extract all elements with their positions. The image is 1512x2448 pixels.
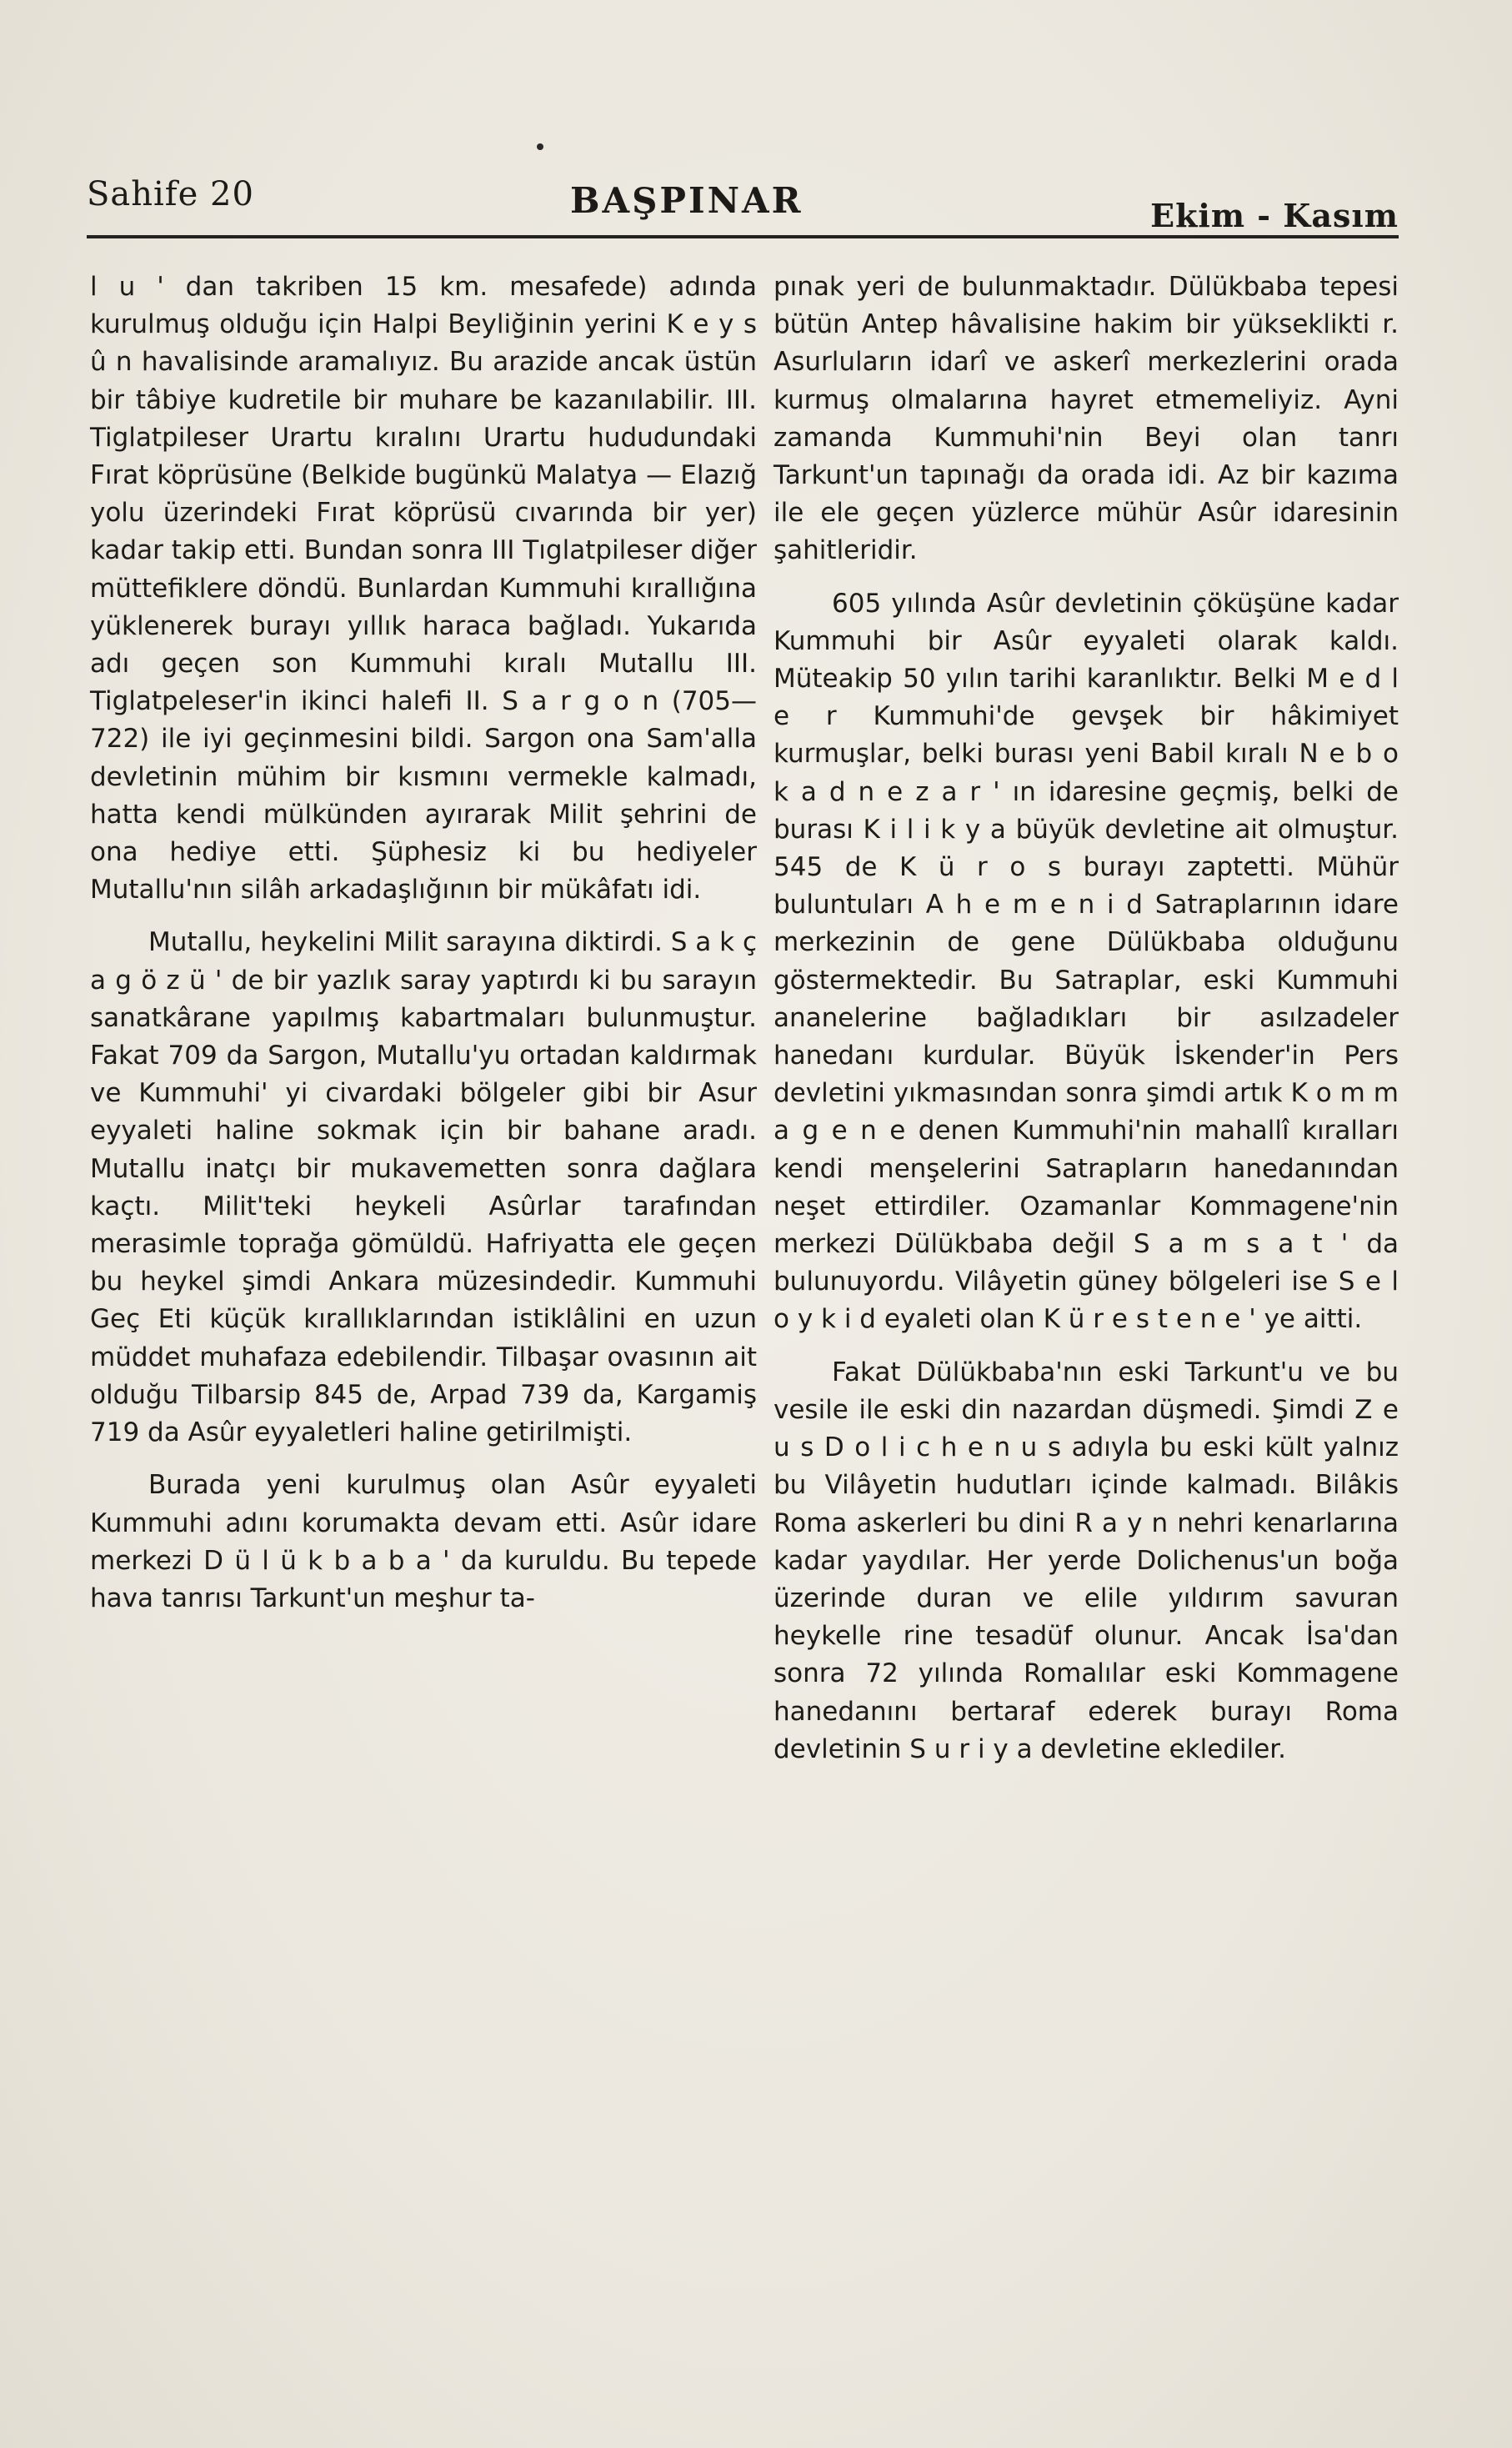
- paragraph: 605 yılında Asûr devletinin çöküşüne kadar Kummuhi bir Asûr eyyaleti olarak kaldı. Müteakip 50 yılın tarihi karanlıktır. Belki M e d l e r Kummuhi'de gevşek bir hâkimiyet kurmuşlar, belki burası yeni Babil kıralı N e b o k a d n e z a r ' ın idaresine geçmiş, belki de burası K i l i k y a büyük devletine ait olmuştur. 545 de K ü r o s burayı zaptetti. Mühür buluntuları A h e m e n i d Satraplarının idare merkezinin de gene Dülükbaba olduğunu göstermektedir. Bu Satraplar, eski Kummuhi ananelerine bağladıkları bir asılzadeler hanedanı kurdular. Büyük İskender'in Pers devletini yıkmasından sonra şimdi artık K o m m a g e n e denen Kummuhi'nin mahallî kıralları kendi menşelerini Satrapların hanedanından neşet ettirdiler. Ozamanlar Kommagene'nin merkezi Dülükbaba değil S a m s a t ' da bulunuyordu. Vilâyetin güney bölgeleri ise S e l o y k i d eyaleti olan K ü r e s t e n e ' ye aitti.: [774, 588, 1399, 1335]
- paragraph: l u ' dan takriben 15 km. mesafede) adında kurulmuş olduğu için Halpi Beyliğinin yerini K e y s û n havalisinde aramalıyız. Bu arazide ancak üstün bir tâbiye kudretile bir muhare be kazanılabilir. III. Tiglatpileser Urartu kıralını Urartu hududundaki Fırat köprüsüne (Belkide bugünkü Malatya — Elazığ yolu üzerindeki Fırat köprüsü cıvarında bir yer) kadar takip etti. Bundan sonra III Tıglatpileser diğer müttefiklere döndü. Bunlardan Kummuhi kırallığına yüklenerek burayı yıllık haraca bağladı. Yukarıda adı geçen son Kummuhi kıralı Mutallu III. Tiglatpeleser'in ikinci halefi II. S a r g o n (705—722) ile iyi geçinmesini bildi. Sargon ona Sam'alla devletinin mühim bir kısmını vermekle kalmadı, hatta kendi mülkünden ayırarak Milit şehrini de ona hediye etti. Şüphesiz ki bu hediyeler Mutallu'nın silâh arkadaşlığının bir mükâfatı idi.: [90, 272, 757, 905]
- paragraph: pınak yeri de bulunmaktadır. Dülükbaba tepesi bütün Antep hâvalisine hakim bir yükseklikti r. Asurluların idarî ve askerî merkezlerini orada kurmuş olmalarına hayret etmemeliyiz. Ayni zamanda Kummuhi'nin Beyi olan tanrı Tarkunt'un tapınağı da orada idi. Az bir kazıma ile ele geçen yüzlerce mühür Asûr idaresinin şahitleridir.: [774, 272, 1399, 566]
- paragraph: Fakat Dülükbaba'nın eski Tarkunt'u ve bu vesile ile eski din nazardan düşmedi. Şimdi Z e u s D o l i c h e n u s adıyla bu eski kült yalnız bu Vilâyetin hudutları içinde kalmadı. Bilâkis Roma askerleri bu dini R a y n nehri kenarlarına kadar yaydılar. Her yerde Dolichenus'un boğa üzerinde duran ve elile yıldırım savuran heykelle rine tesadüf olunur. Ancak İsa'dan sonra 72 yılında Romalılar eski Kommagene hanedanını bertaraf ederek burayı Roma devletinin S u r i y a devletine eklediler.: [774, 1357, 1399, 1764]
- header-rule: [87, 235, 1399, 238]
- left-column: [90, 268, 757, 1618]
- journal-title: BAŞPINAR: [570, 180, 804, 221]
- ink-dot: [537, 143, 543, 150]
- issue-date: Ekim - Kasım: [1150, 197, 1399, 234]
- page-header: [87, 167, 1399, 242]
- right-column: [774, 268, 1399, 1768]
- paragraph: Mutallu, heykelini Milit sarayına diktirdi. S a k ç a g ö z ü ' de bir yazlık saray yaptırdı ki bu sarayın sanatkârane yapılmış kabartmaları bulunmuştur. Fakat 709 da Sargon, Mutallu'yu ortadan kaldırmak ve Kummuhi' yi civardaki bölgeler gibi bir Asur eyyaleti haline sokmak için bir bahane aradı. Mutallu inatçı bir mukavemetten sonra dağlara kaçtı. Milit'teki heykeli Asûrlar tarafından merasimle toprağa gömüldü. Hafriyatta ele geçen bu heykel şimdi Ankara müzesindedir. Kummuhi Geç Eti küçük kırallıklarından istiklâlini en uzun müddet muhafaza edebilendir. Tilbaşar ovasının ait olduğu Tilbarsip 845 de, Arpad 739 da, Kargamiş 719 da Asûr eyyaletleri haline getirilmişti.: [90, 927, 757, 1448]
- paragraph: Burada yeni kurulmuş olan Asûr eyyaleti Kummuhi adını korumakta devam etti. Asûr idare merkezi D ü l ü k b a b a ' da kuruldu. Bu tepede hava tanrısı Tarkunt'un meşhur ta-: [90, 1470, 757, 1613]
- page-number-label: Sahife 20: [87, 175, 254, 213]
